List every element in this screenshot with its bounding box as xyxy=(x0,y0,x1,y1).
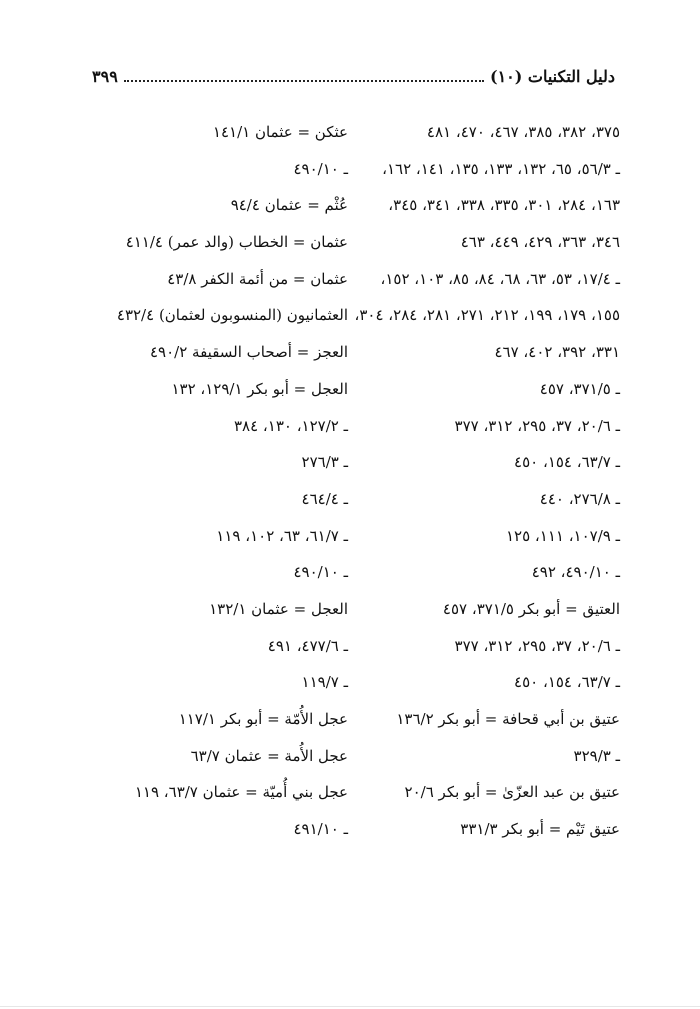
index-entry-line: عجل بني أُميّة = عثمان ٦٣/٧، ١١٩ xyxy=(134,783,348,802)
index-entry-line: ١٦٣، ٢٨٤، ٣٠١، ٣٣٥، ٣٣٨، ٣٤١، ٣٤٥، xyxy=(388,196,620,215)
index-column-left xyxy=(88,114,348,848)
index-entry-line: ـ ٣٧١/٥، ٤٥٧ xyxy=(539,379,620,398)
header-title: دليل التكنيات (١٠) xyxy=(490,66,615,86)
index-entry-line: ـ ٦٣/٧، ١٥٤، ٤٥٠ xyxy=(514,453,620,472)
index-entry-line: ـ ١٢٧/٢، ١٣٠، ٣٨٤ xyxy=(233,416,348,435)
index-entry-line: عثمان = الخطاب (والد عمر) ٤١١/٤ xyxy=(125,233,348,252)
index-entry-line: ـ ٤٩٠/١٠ xyxy=(293,159,348,178)
index-entry-line: ٣٤٦، ٣٦٣، ٤٢٩، ٤٤٩، ٤٦٣ xyxy=(460,233,620,252)
index-entry-line: عتيق بن عبد العزّىٰ = أبو بكر ٢٠/٦ xyxy=(404,783,620,802)
index-entry-line: عُثْم = عثمان ٩٤/٤ xyxy=(230,196,348,215)
index-entry-line: ـ ٤٦٤/٤ xyxy=(301,489,348,508)
index-entry-line: العجز = أصحاب السقيفة ٤٩٠/٢ xyxy=(150,343,348,362)
index-entry-line: ـ ٤٩٠/١٠ xyxy=(293,563,348,582)
index-entry-line: ٣٣١، ٣٩٢، ٤٠٢، ٤٦٧ xyxy=(494,343,620,362)
index-entry-line: العجل = عثمان ١٣٢/١ xyxy=(209,599,348,618)
index-entry-line: ـ ٦٣/٧، ١٥٤، ٤٥٠ xyxy=(514,673,620,692)
index-entry-line: ـ ٥٦/٣، ٦٥، ١٣٢، ١٣٣، ١٣٥، ١٤١، ١٦٢، xyxy=(382,159,620,178)
index-entry-line: ـ ٤٩٠/١٠، ٤٩٢ xyxy=(531,563,620,582)
index-entry-line: ٣٧٥، ٣٨٢، ٣٨٥، ٤٦٧، ٤٧٠، ٤٨١ xyxy=(426,123,620,141)
index-entry-line: ١٥٥، ١٧٩، ١٩٩، ٢١٢، ٢٧١، ٢٨١، ٢٨٤، ٣٠٤، xyxy=(354,306,620,325)
index-entry-line: ـ ٢٠/٦، ٣٧، ٢٩٥، ٣١٢، ٣٧٧ xyxy=(454,636,620,655)
index-entry-line: ـ ١٧/٤، ٥٣، ٦٣، ٦٨، ٨٤، ٨٥، ١٠٣، ١٥٢، xyxy=(380,269,620,288)
index-entry-line: ـ ١١٩/٧ xyxy=(301,673,348,692)
index-entry-line: عثكن = عثمان ١٤١/١ xyxy=(212,123,348,141)
index-column-right xyxy=(354,114,620,848)
index-entry-line: ـ ٢٧٦/٣ xyxy=(301,453,348,472)
index-entry-line: ـ ٢٠/٦، ٣٧، ٢٩٥، ٣١٢، ٣٧٧ xyxy=(454,416,620,435)
page-bottom-edge xyxy=(0,1006,700,1007)
index-entry-line: ـ ٦١/٧، ٦٣، ١٠٢، ١١٩ xyxy=(216,526,348,545)
index-entry-line: عثمان = من أئمة الكفر ٤٣/٨ xyxy=(167,269,348,288)
index-entry-line: العتيق = أبو بكر ٣٧١/٥، ٤٥٧ xyxy=(442,599,620,618)
page-number: ٣٩٩ xyxy=(92,66,118,86)
index-entry-line: عتيق تَيْم = أبو بكر ٣٣١/٣ xyxy=(460,820,620,839)
index-entry-line: عتيق بن أبي قحافة = أبو بكر ١٣٦/٢ xyxy=(396,710,620,728)
index-entry-line: ـ ٢٧٦/٨، ٤٤٠ xyxy=(539,489,620,508)
index-entry-line: العثمانيون (المنسوبون لعثمان) ٤٣٢/٤ xyxy=(116,306,348,325)
index-entry-line: ـ ٤٧٧/٦، ٤٩١ xyxy=(267,636,348,655)
index-entry-line: العجل = أبو بكر ١٢٩/١، ١٣٢ xyxy=(171,379,348,398)
running-header xyxy=(92,63,615,89)
header-leader-dots xyxy=(124,78,484,82)
index-entry-line: عجل الأُمة = عثمان ٦٣/٧ xyxy=(190,746,348,765)
index-entry-line: عجل الأُمّة = أبو بكر ١١٧/١ xyxy=(178,710,348,728)
index-entry-line: ـ ٤٩١/١٠ xyxy=(293,820,348,839)
index-entry-line: ـ ١٠٧/٩، ١١١، ١٢٥ xyxy=(505,526,620,545)
index-entry-line: ـ ٣٢٩/٣ xyxy=(573,746,620,765)
